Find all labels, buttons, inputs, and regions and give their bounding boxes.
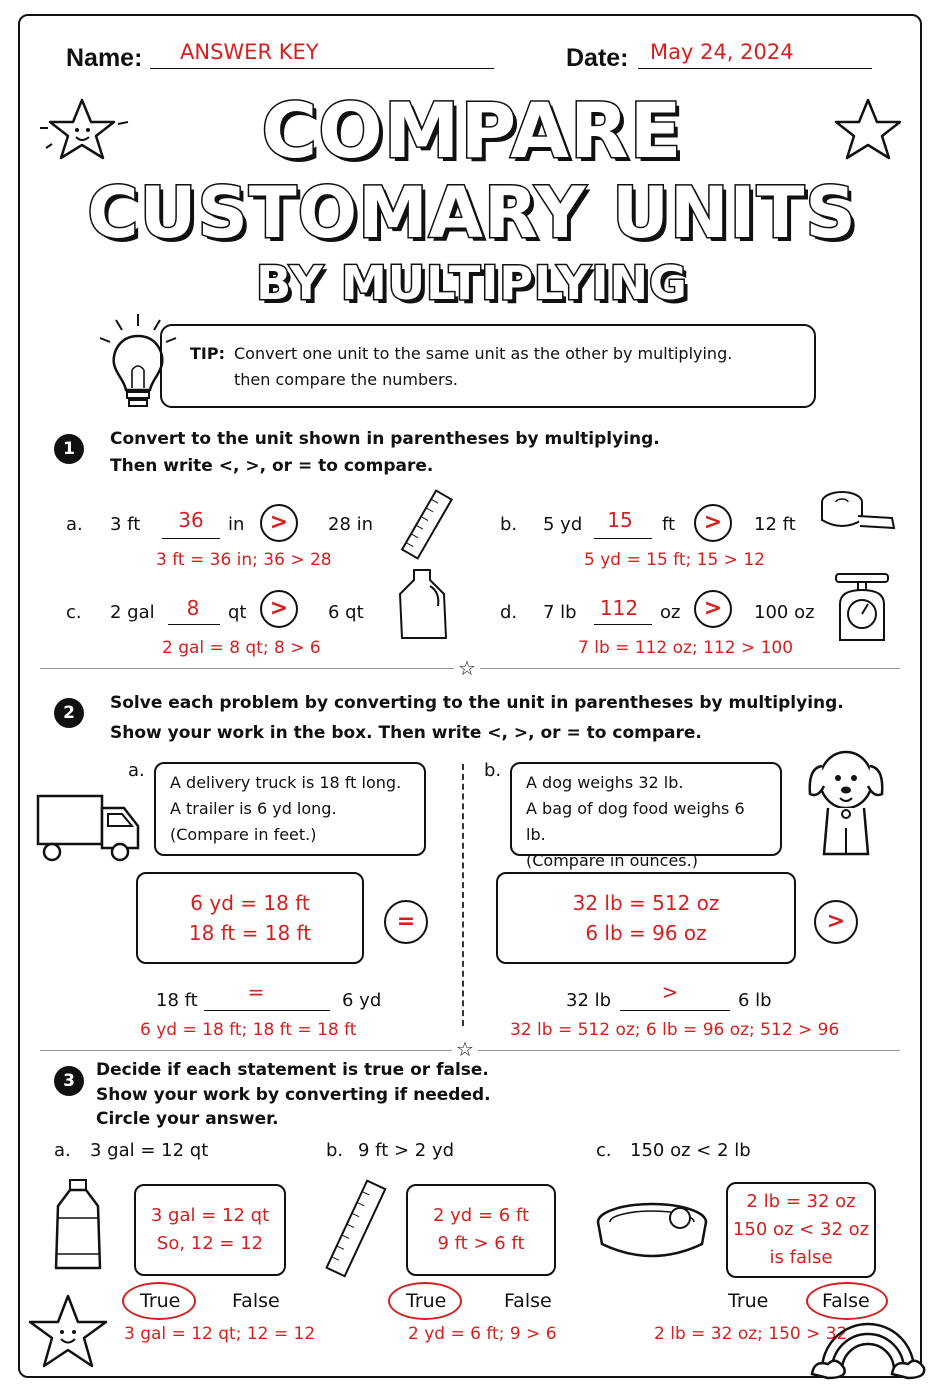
date-label: Date: bbox=[566, 44, 629, 72]
pet-food-bowl-icon bbox=[594, 1196, 712, 1272]
item-3c-work-box bbox=[726, 1182, 876, 1278]
title-line1: COMPARE bbox=[261, 86, 683, 175]
delivery-truck-icon bbox=[36, 792, 144, 864]
section3-number: 3 bbox=[54, 1066, 84, 1096]
item-1d-letter: d. bbox=[500, 602, 518, 623]
item-1b-unit: ft bbox=[662, 514, 676, 535]
item-1c-work: 2 gal = 8 qt; 8 > 6 bbox=[162, 638, 321, 658]
item-2a-right: 6 yd bbox=[342, 990, 382, 1011]
tip-line2: then compare the numbers. bbox=[234, 370, 458, 389]
item-3c-summary: 2 lb = 32 oz; 150 > 32 bbox=[654, 1324, 848, 1344]
title-line2: CUSTOMARY UNITS bbox=[87, 172, 857, 254]
tip-box bbox=[160, 324, 816, 408]
section1-instruction-2: Then write <, >, or = to compare. bbox=[110, 456, 434, 476]
item-2b-work-line1: 32 lb = 512 oz bbox=[572, 891, 720, 915]
item-2b-answer[interactable]: > bbox=[661, 980, 679, 1004]
section2-instruction-2: Show your work in the box. Then write <, >, or = to compare. bbox=[110, 723, 702, 743]
item-1a-letter: a. bbox=[66, 514, 83, 535]
item-2b-prompt-line3: (Compare in ounces.) bbox=[526, 851, 698, 870]
item-1b-right: 12 ft bbox=[754, 514, 796, 535]
smiling-star-icon-bottom bbox=[22, 1290, 118, 1380]
item-3b-work-box bbox=[406, 1184, 556, 1276]
item-2a-prompt-line1: A delivery truck is 18 ft long. bbox=[170, 773, 402, 792]
item-2b-left: 32 lb bbox=[566, 990, 612, 1011]
item-2b-prompt-line1: A dog weighs 32 lb. bbox=[526, 773, 684, 792]
section1-instruction-1: Convert to the unit shown in parentheses by multiplying. bbox=[110, 429, 660, 449]
item-2a-summary: 6 yd = 18 ft; 18 ft = 18 ft bbox=[140, 1020, 357, 1040]
section3-instruction-2: Show your work by converting if needed. bbox=[96, 1085, 491, 1105]
rainbow-icon bbox=[808, 1306, 928, 1380]
item-1c-answer[interactable]: 8 bbox=[186, 596, 200, 620]
item-1b-left: 5 yd bbox=[543, 514, 583, 535]
item-1d-right: 100 oz bbox=[754, 602, 815, 623]
item-3c-false-option[interactable]: False bbox=[822, 1290, 870, 1312]
item-1d-answer[interactable]: 112 bbox=[599, 596, 639, 620]
name-label: Name: bbox=[66, 44, 143, 72]
item-1a-right: 28 in bbox=[328, 514, 374, 535]
item-2b-work-line2: 6 lb = 96 oz bbox=[585, 921, 707, 945]
item-1d-work: 7 lb = 112 oz; 112 > 100 bbox=[578, 638, 794, 658]
item-2b-work-box bbox=[496, 872, 796, 964]
item-2a-prompt-box bbox=[154, 762, 426, 856]
item-2b-prompt-box bbox=[510, 762, 782, 870]
item-2b-summary: 32 lb = 512 oz; 6 lb = 96 oz; 512 > 96 bbox=[510, 1020, 840, 1040]
item-1a-answer[interactable]: 36 bbox=[178, 508, 204, 532]
item-1b-work: 5 yd = 15 ft; 15 > 12 bbox=[584, 550, 765, 570]
item-1b-blank bbox=[594, 538, 652, 539]
title-line3: BY MULTIPLYING bbox=[256, 256, 688, 310]
tip-line1: Convert one unit to the same unit as the other by multiplying. bbox=[234, 344, 733, 363]
item-1d-left: 7 lb bbox=[543, 602, 577, 623]
item-2b-prompt-line2: A bag of dog food weighs 6 lb. bbox=[526, 799, 745, 844]
item-3a-summary: 3 gal = 12 qt; 12 = 12 bbox=[124, 1324, 316, 1344]
item-3a-work-line2: So, 12 = 12 bbox=[156, 1233, 264, 1254]
item-3b-work-line2: 9 ft > 6 ft bbox=[437, 1233, 525, 1254]
item-2a-symbol[interactable]: = bbox=[384, 900, 428, 944]
item-1c-letter: c. bbox=[66, 602, 82, 623]
item-3b-false-option[interactable]: False bbox=[504, 1290, 552, 1312]
item-1a-unit: in bbox=[228, 514, 245, 535]
item-3c-true-option[interactable]: True bbox=[728, 1290, 769, 1312]
item-1d-symbol[interactable]: > bbox=[694, 590, 732, 628]
water-bottle-icon bbox=[50, 1178, 106, 1274]
item-1d-blank bbox=[594, 624, 652, 625]
item-2b-symbol[interactable]: > bbox=[814, 900, 858, 944]
item-3b-summary: 2 yd = 6 ft; 9 > 6 bbox=[408, 1324, 557, 1344]
name-line bbox=[150, 68, 494, 69]
item-3b-true-option[interactable]: True bbox=[406, 1290, 447, 1312]
item-2a-letter: a. bbox=[128, 760, 145, 781]
item-3a-true-option[interactable]: True bbox=[140, 1290, 181, 1312]
date-value[interactable]: May 24, 2024 bbox=[650, 40, 794, 64]
item-2a-prompt-line3: (Compare in feet.) bbox=[170, 825, 317, 844]
item-3a-work-line1: 3 gal = 12 qt bbox=[150, 1205, 270, 1226]
item-2a-answer[interactable]: = bbox=[247, 980, 265, 1004]
item-1c-left: 2 gal bbox=[110, 602, 155, 623]
item-3c-letter: c. bbox=[596, 1140, 612, 1161]
tip-label: TIP: bbox=[190, 344, 225, 363]
item-2a-work-line1: 6 yd = 18 ft bbox=[190, 891, 310, 915]
item-1c-right: 6 qt bbox=[328, 602, 364, 623]
item-2a-prompt-line2: A trailer is 6 yd long. bbox=[170, 799, 337, 818]
item-2b-blank bbox=[620, 1010, 730, 1011]
item-1a-blank bbox=[162, 538, 220, 539]
section2-instruction-1: Solve each problem by converting to the unit in parentheses by multiplying. bbox=[110, 693, 844, 713]
item-1b-letter: b. bbox=[500, 514, 518, 535]
item-2a-work-line2: 18 ft = 18 ft bbox=[188, 921, 312, 945]
section2-dashed-separator bbox=[462, 764, 464, 1026]
item-3a-work-box bbox=[134, 1184, 286, 1276]
milk-jug-icon bbox=[396, 566, 452, 642]
item-1d-unit: oz bbox=[660, 602, 681, 623]
item-1c-symbol[interactable]: > bbox=[260, 590, 298, 628]
item-3c-work-line1: 2 lb = 32 oz bbox=[746, 1191, 856, 1212]
item-3a-false-option[interactable]: False bbox=[232, 1290, 280, 1312]
item-2a-blank bbox=[204, 1010, 330, 1011]
divider-star-icon-2: ☆ bbox=[452, 1037, 478, 1061]
item-3b-letter: b. bbox=[326, 1140, 344, 1161]
item-1a-work: 3 ft = 36 in; 36 > 28 bbox=[156, 550, 332, 570]
item-3c-work-line3: is false bbox=[769, 1247, 833, 1268]
divider-star-icon: ☆ bbox=[454, 656, 480, 680]
section1-number: 1 bbox=[54, 434, 84, 464]
item-3c-work-line2: 150 oz < 32 oz bbox=[732, 1219, 870, 1240]
section3-instruction-3: Circle your answer. bbox=[96, 1109, 279, 1129]
item-3b-statement: 9 ft > 2 yd bbox=[358, 1140, 455, 1161]
tape-measure-icon bbox=[818, 488, 898, 538]
item-2b-letter: b. bbox=[484, 760, 502, 781]
dog-icon bbox=[800, 742, 892, 862]
item-1a-left: 3 ft bbox=[110, 514, 141, 535]
item-3a-statement: 3 gal = 12 qt bbox=[90, 1140, 209, 1161]
section3-instruction-1: Decide if each statement is true or false. bbox=[96, 1060, 489, 1080]
item-3b-work-line1: 2 yd = 6 ft bbox=[432, 1205, 530, 1226]
ruler-icon-2 bbox=[322, 1178, 388, 1278]
item-1b-symbol[interactable]: > bbox=[694, 504, 732, 542]
item-1c-blank bbox=[168, 624, 220, 625]
item-3c-statement: 150 oz < 2 lb bbox=[630, 1140, 751, 1161]
date-line bbox=[638, 68, 872, 69]
item-2b-right: 6 lb bbox=[738, 990, 772, 1011]
section2-number: 2 bbox=[54, 698, 84, 728]
item-1b-answer[interactable]: 15 bbox=[607, 508, 633, 532]
item-2a-left: 18 ft bbox=[156, 990, 198, 1011]
ruler-icon bbox=[396, 488, 458, 560]
item-2a-work-box bbox=[136, 872, 364, 964]
name-value[interactable]: ANSWER KEY bbox=[180, 40, 319, 64]
item-3a-letter: a. bbox=[54, 1140, 71, 1161]
item-1a-symbol[interactable]: > bbox=[260, 504, 298, 542]
scale-icon bbox=[830, 570, 894, 642]
item-1c-unit: qt bbox=[228, 602, 247, 623]
